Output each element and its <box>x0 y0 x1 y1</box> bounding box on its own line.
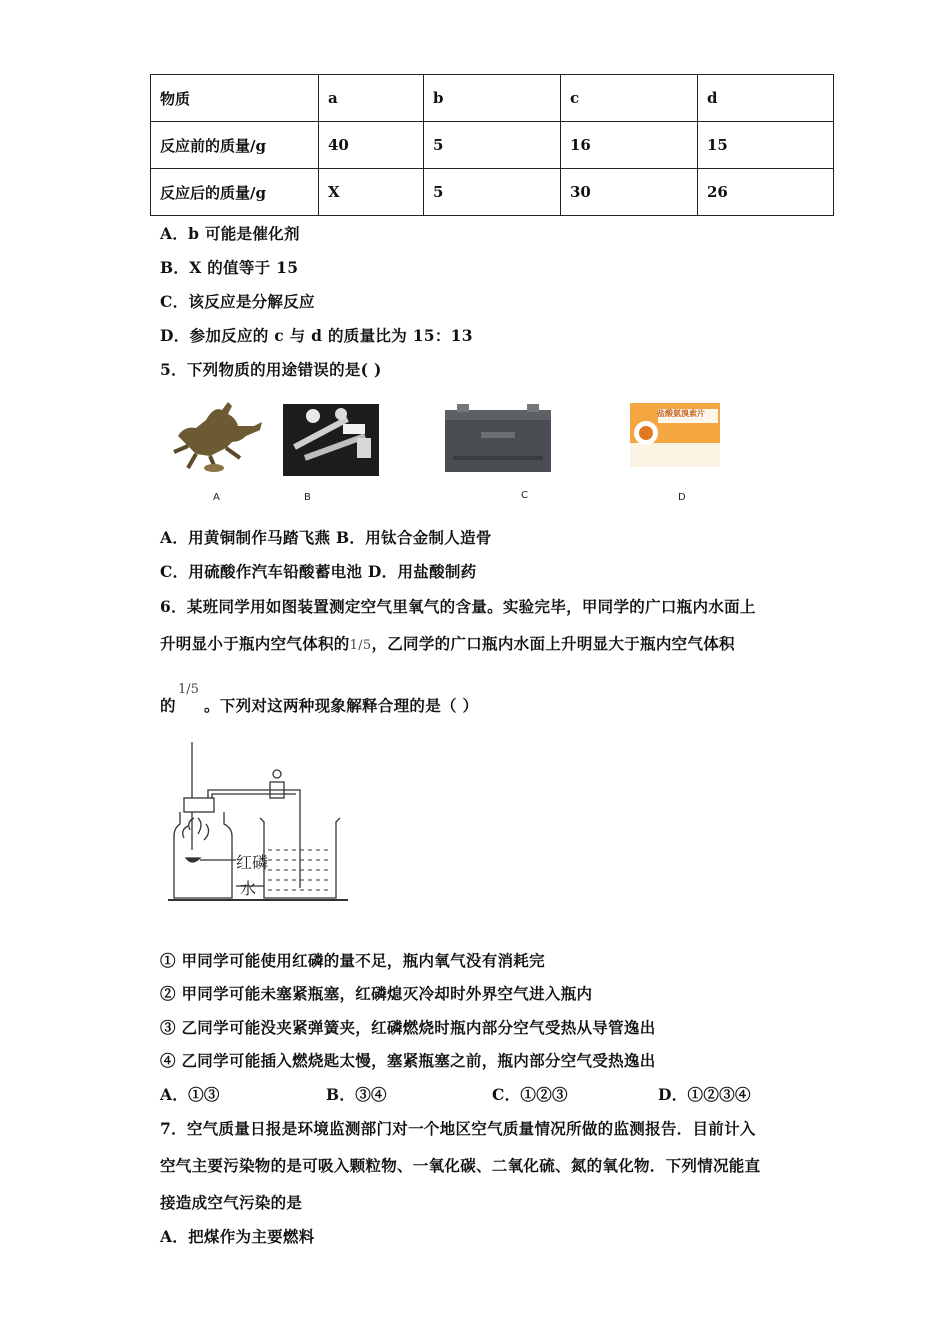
medicine-box-text: 盐酸氨溴索片 <box>657 409 705 418</box>
q6-line1: 6．某班同学用如图装置测定空气里氧气的含量。实验完毕，甲同学的广口瓶内水面上 <box>160 597 756 616</box>
q6-statement-4: ④ 乙同学可能插入燃烧匙太慢，塞紧瓶塞之前，瓶内部分空气受热逸出 <box>160 1051 656 1070</box>
image-label-d: D <box>678 492 686 503</box>
image-label-a: A <box>213 492 220 503</box>
q6-line2-start: 升明显小于瓶内空气体积的 <box>160 634 350 653</box>
q4-option-d: D．参加反应的 c 与 d 的质量比为 15：13 <box>160 326 473 345</box>
fraction-one-fifth: 1/5 <box>178 682 199 697</box>
label-water: 水 <box>240 879 257 898</box>
image-label-b: B <box>304 492 311 503</box>
table-cell: 40 <box>319 122 424 169</box>
q6-option-d: D．①②③④ <box>658 1085 751 1104</box>
table-cell: 16 <box>561 122 698 169</box>
q6-option-c: C．①②③ <box>492 1085 568 1104</box>
table-row <box>151 122 834 169</box>
header-cell: a <box>319 75 424 122</box>
table-cell: 30 <box>561 169 698 216</box>
q6-option-a: A．①③ <box>160 1085 220 1104</box>
q6-line3-start: 的 <box>160 696 176 715</box>
bone-implant-image <box>283 404 379 476</box>
header-cell: d <box>698 75 834 122</box>
table-cell: 26 <box>698 169 834 216</box>
table-cell: 5 <box>424 169 561 216</box>
q4-option-a: A．b 可能是催化剂 <box>160 224 300 243</box>
table-header-row <box>151 75 834 122</box>
battery-image <box>443 404 553 474</box>
image-label-c: C <box>521 490 528 501</box>
q5-options-line2: C．用硫酸作汽车铅酸蓄电池 D．用盐酸制药 <box>160 562 477 581</box>
apparatus-diagram <box>168 738 350 908</box>
q6-statement-3: ③ 乙同学可能没夹紧弹簧夹，红磷燃烧时瓶内部分空气受热从导管逸出 <box>160 1018 656 1037</box>
q7-line2: 空气主要污染物的是可吸入颗粒物、一氧化碳、二氧化硫、氮的氧化物．下列情况能直 <box>160 1156 761 1175</box>
header-cell: 物质 <box>151 75 319 122</box>
q6-option-b: B．③④ <box>326 1085 387 1104</box>
mass-table <box>150 74 834 216</box>
table-cell: 15 <box>698 122 834 169</box>
q7-line1: 7．空气质量日报是环境监测部门对一个地区空气质量情况所做的监测报告．目前计入 <box>160 1119 756 1138</box>
q7-line3: 接造成空气污染的是 <box>160 1193 303 1212</box>
q5-stem: 5．下列物质的用途错误的是( ) <box>160 360 382 379</box>
fraction-one-fifth: 1/5 <box>349 638 372 653</box>
q6-statement-2: ② 甲同学可能未塞紧瓶塞，红磷熄灭冷却时外界空气进入瓶内 <box>160 984 593 1003</box>
q4-option-c: C．该反应是分解反应 <box>160 292 315 311</box>
q7-option-a: A．把煤作为主要燃料 <box>160 1227 315 1246</box>
table-row <box>151 169 834 216</box>
q6-statement-1: ① 甲同学可能使用红磷的量不足，瓶内氧气没有消耗完 <box>160 951 545 970</box>
horse-statue-image <box>166 396 266 474</box>
header-cell: c <box>561 75 698 122</box>
table-cell: X <box>319 169 424 216</box>
table-cell: 5 <box>424 122 561 169</box>
q6-line2 <box>160 632 735 654</box>
label-red-phosphorus: 红磷 <box>236 853 269 872</box>
table-cell: 反应前的质量/g <box>151 122 319 169</box>
q5-options-line1: A．用黄铜制作马踏飞燕 B．用钛合金制人造骨 <box>160 528 492 547</box>
q4-option-b: B．X 的值等于 15 <box>160 258 299 277</box>
q6-line3-end: 。下列对这两种现象解释合理的是（ ） <box>204 696 479 715</box>
header-cell: b <box>424 75 561 122</box>
q6-line2-end: ，乙同学的广口瓶内水面上升明显大于瓶内空气体积 <box>371 634 735 653</box>
table-cell: 反应后的质量/g <box>151 169 319 216</box>
